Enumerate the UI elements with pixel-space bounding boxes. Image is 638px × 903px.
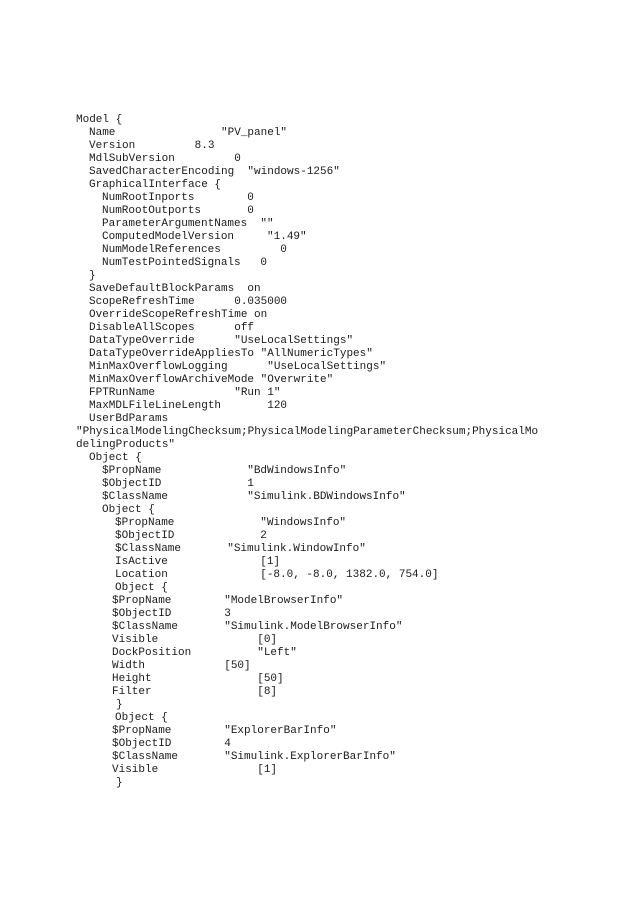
text-line: OverrideScopeRefreshTime on	[89, 309, 268, 321]
text-line: DataTypeOverride "UseLocalSettings"	[89, 335, 354, 347]
text-line: $ClassName "Simulink.ModelBrowserInfo"	[112, 621, 403, 633]
text-line: $ObjectID 3	[112, 608, 231, 620]
text-line: }	[116, 699, 123, 711]
text-line: Name "PV_panel"	[89, 127, 288, 139]
text-line: Visible [1]	[112, 764, 278, 776]
text-line: ComputedModelVersion "1.49"	[102, 231, 307, 243]
text-line: }	[89, 270, 96, 282]
text-line: Filter [8]	[112, 686, 278, 698]
text-line: $PropName "ModelBrowserInfo"	[112, 595, 344, 607]
text-line: MinMaxOverflowArchiveMode "Overwrite"	[89, 374, 334, 386]
text-line: Location [-8.0, -8.0, 1382.0, 754.0]	[115, 569, 439, 581]
text-line: NumRootOutports 0	[102, 205, 254, 217]
text-line: $ClassName "Simulink.ExplorerBarInfo"	[112, 751, 396, 763]
text-line: Visible [0]	[112, 634, 278, 646]
text-line: UserBdParams	[89, 413, 169, 425]
text-line: NumTestPointedSignals 0	[102, 257, 268, 269]
text-line: Version 8.3	[89, 140, 215, 152]
text-line: IsActive [1]	[115, 556, 281, 568]
text-line: MaxMDLFileLineLength 120	[89, 400, 288, 412]
text-line: delingProducts"	[76, 439, 176, 451]
text-line: SavedCharacterEncoding "windows-1256"	[89, 166, 340, 178]
text-line: Height [50]	[112, 673, 284, 685]
text-line: $ObjectID 4	[112, 738, 231, 750]
text-line: MdlSubVersion 0	[89, 153, 241, 165]
text-line: $PropName "WindowsInfo"	[115, 517, 347, 529]
text-line: $PropName "ExplorerBarInfo"	[112, 725, 337, 737]
text-line: NumRootInports 0	[102, 192, 254, 204]
text-line: SaveDefaultBlockParams on	[89, 283, 261, 295]
text-line: DataTypeOverrideAppliesTo "AllNumericTypes"	[89, 348, 373, 360]
text-line: MinMaxOverflowLogging "UseLocalSettings"	[89, 361, 387, 373]
text-line: ParameterArgumentNames ""	[102, 218, 274, 230]
text-line: Object {	[89, 452, 142, 464]
text-line: Object {	[115, 582, 168, 594]
text-line: $ObjectID 2	[115, 530, 267, 542]
text-line: Object {	[102, 504, 155, 516]
text-line: FPTRunName "Run 1"	[89, 387, 281, 399]
text-line: }	[116, 777, 123, 789]
text-line: $PropName "BdWindowsInfo"	[102, 465, 347, 477]
text-line: "PhysicalModelingChecksum;PhysicalModelingParameterChecksum;PhysicalMo	[76, 426, 539, 438]
text-line: $ClassName "Simulink.WindowInfo"	[115, 543, 366, 555]
text-line: ScopeRefreshTime 0.035000	[89, 296, 288, 308]
text-line: DisableAllScopes off	[89, 322, 255, 334]
text-line: Width [50]	[112, 660, 251, 672]
text-line: NumModelReferences 0	[102, 244, 287, 256]
text-line: Model {	[76, 114, 123, 126]
text-line: Object {	[115, 712, 168, 724]
text-line: GraphicalInterface {	[89, 179, 222, 191]
text-line: $ObjectID 1	[102, 478, 254, 490]
text-line: $ClassName "Simulink.BDWindowsInfo"	[102, 491, 406, 503]
text-line: DockPosition "Left"	[112, 647, 297, 659]
